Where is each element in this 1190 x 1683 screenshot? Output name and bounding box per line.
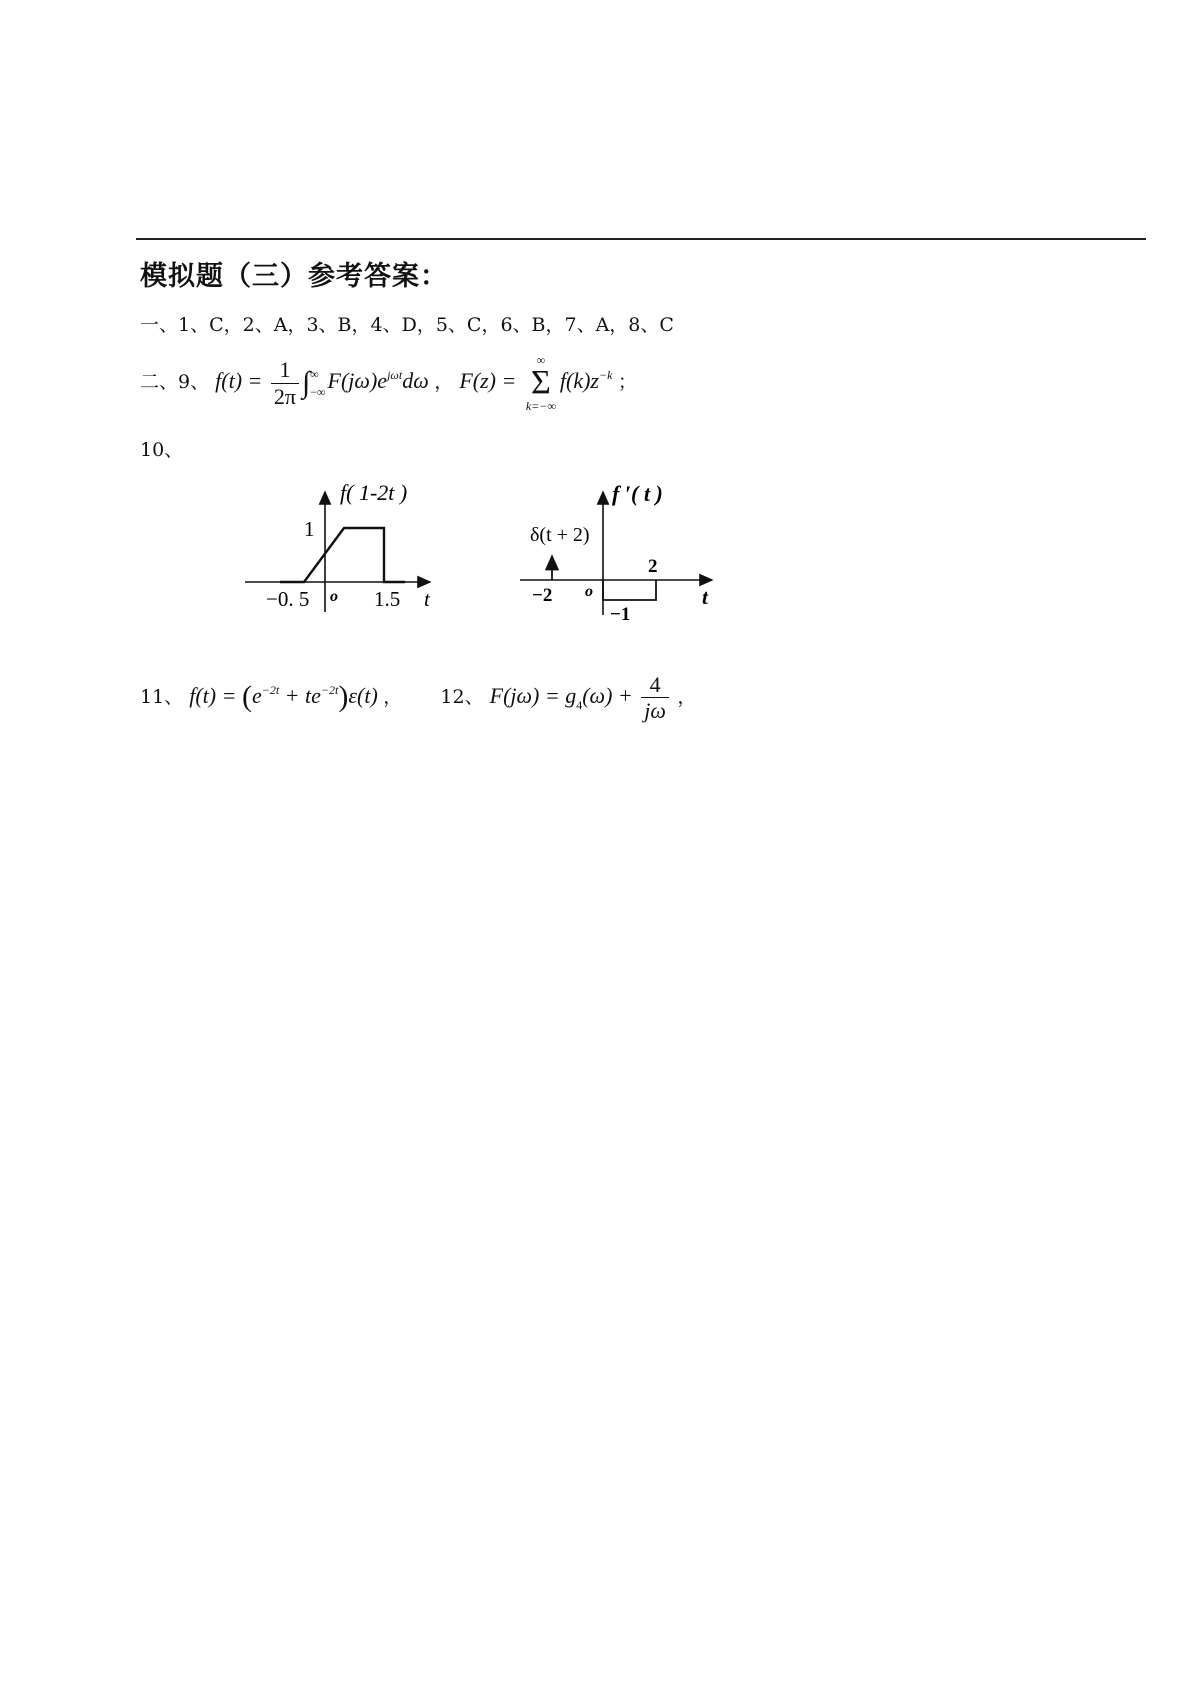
figure-f-1-2t: [240, 480, 440, 615]
answer-line-9: 二、9、 f(t) = $\frac{1}{2\pi}$ ∫ ∞ −∞ $F(j\omega)e^{j\omega t}d\omega$ ， F(z) = ∞ Σ k=−∞ $f(k)z^{-k}$ ；: [140, 353, 637, 413]
x-tick-pos: 1.5: [374, 587, 401, 611]
x-axis-label: t: [424, 587, 430, 611]
left-paren-icon: (: [241, 679, 252, 713]
answer-line-1: [140, 310, 674, 337]
time-domain-formula: $f(t) = (e^{-2t} + te^{-2t})\varepsilon(t)$: [189, 679, 378, 713]
signal-negative-pulse: [603, 580, 656, 600]
fraction: $\frac{1}{2\pi}$: [271, 357, 299, 409]
figure-f-prime-t: [520, 480, 720, 625]
question-number: 11、: [140, 685, 184, 708]
section-label: 二、: [140, 371, 179, 394]
inverse-fourier-formula: f(t) = $\frac{1}{2\pi}$ ∫ ∞ −∞ $F(j\omega)e^{j\omega t}d\omega$: [215, 357, 429, 409]
header-rule: [136, 238, 1146, 240]
frequency-domain-formula: $F(j\omega) = g_4(\omega)$ + $\frac{4}{j\omega}$: [490, 683, 678, 708]
question-10-label: 10、: [140, 439, 184, 461]
fraction: $\frac{4}{j\omega}$: [641, 672, 669, 724]
graph-title: f ′( t ): [612, 481, 663, 506]
origin-label: o: [330, 588, 338, 605]
summation: ∞ Σ k=−∞: [525, 353, 556, 413]
graph-title: f( 1-2t ): [340, 480, 408, 505]
answer-line-11-12: 11、 $f(t) = (e^{-2t} + te^{-2t})\varepsilon(t)$ ， 12、 $F(j\omega) = g_4(\omega)$ + $\frac{4}{j\omega}$ ，: [140, 672, 697, 724]
x-tick-neg: −2: [532, 585, 553, 606]
x-axis-label: t: [702, 585, 708, 609]
integral-sign: ∫: [302, 366, 311, 400]
question-number: 9、: [178, 371, 210, 394]
integral-limits: ∞ −∞: [310, 367, 326, 399]
z-transform-formula: F(z) = ∞ Σ k=−∞ $f(k)z^{-k}$: [459, 353, 613, 413]
section-label: 一、: [140, 314, 179, 336]
right-paren-icon: ): [338, 679, 349, 713]
page-title: 模拟题（三）参考答案：: [140, 261, 448, 292]
impulse-label: δ(t + 2): [530, 524, 590, 546]
x-tick-pos: 2: [648, 556, 658, 577]
y-tick-1: 1: [304, 517, 315, 541]
y-tick-neg: −1: [610, 604, 631, 625]
question-number: 12、: [440, 685, 484, 708]
sigma-icon: Σ: [530, 364, 551, 401]
signal-trapezoid: [280, 528, 405, 582]
x-tick-neg: −0. 5: [266, 587, 310, 611]
origin-label: o: [585, 583, 593, 600]
mcq-answers: 1、C，2、A，3、B，4、D，5、C，6、B，7、A，8、C: [178, 314, 674, 336]
